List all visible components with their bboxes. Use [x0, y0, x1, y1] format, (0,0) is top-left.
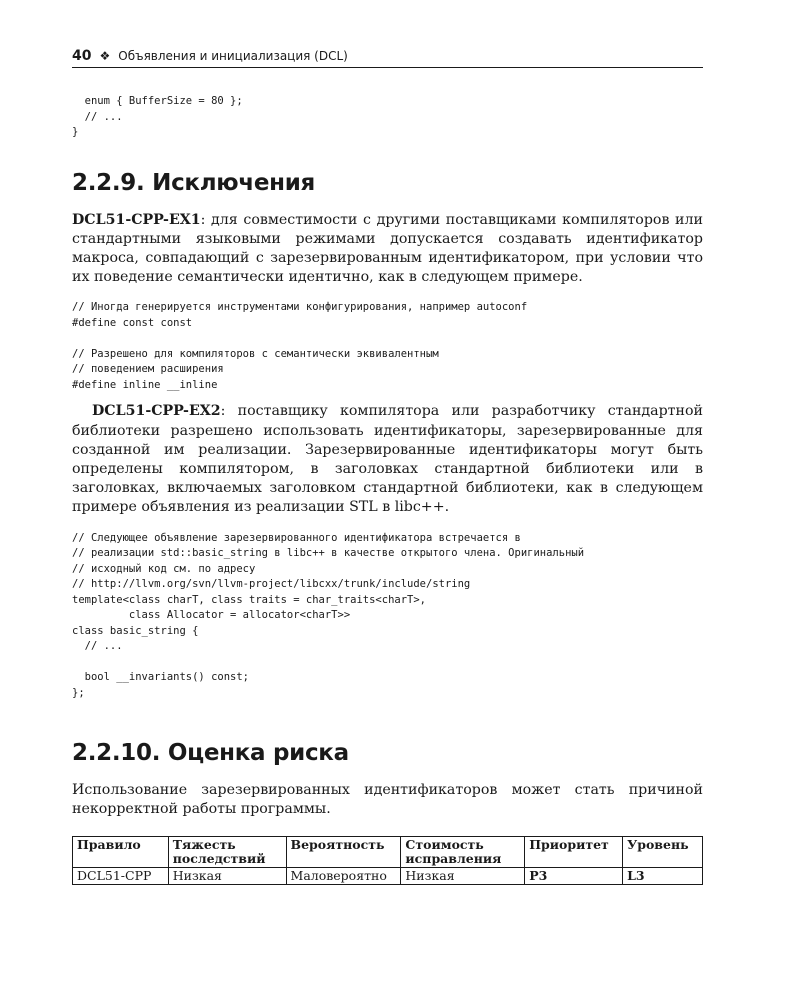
exception-1-text: : для совместимости с другими поставщиками компиляторов или стандартными языковыми режимами допускается создавать идентификатор макроса, совпадающий с зарезервированным идентификатором, при условии что их поведение семантически идентично, как в следующем примере. [72, 211, 703, 286]
risk-assessment-table [72, 836, 703, 885]
table-cell: L3 [623, 868, 703, 885]
diamond-ornament-icon: ❖ [99, 49, 111, 63]
page-number: 40 [72, 48, 92, 64]
table-header-cell: Стоимость исправления [401, 837, 525, 868]
table-cell: Низкая [168, 868, 286, 885]
table-row [73, 868, 703, 885]
risk-paragraph: Использование зарезервированных идентификаторов может стать причиной некорректной работы программы. [72, 782, 703, 818]
section-heading-risk: 2.2.10. Оценка риска [72, 740, 349, 767]
chapter-title: Объявления и инициализация (DCL) [118, 49, 348, 63]
table-header-row [73, 837, 703, 868]
section-heading-exceptions: 2.2.9. Исключения [72, 169, 315, 196]
table-header-cell: Правило [73, 837, 169, 868]
table-cell: Маловероятно [286, 868, 401, 885]
table-cell: Низкая [401, 868, 525, 885]
table-cell: P3 [525, 868, 623, 885]
exception-1-paragraph [72, 211, 703, 288]
code-block-top: enum { BufferSize = 80 }; // ... } [72, 95, 243, 138]
table-header-cell: Уровень [623, 837, 703, 868]
table-header-cell: Приоритет [525, 837, 623, 868]
exception-2-id: DCL51-CPP-EX2 [92, 403, 221, 420]
exception-2-paragraph [72, 402, 703, 517]
table-cell: DCL51-CPP [73, 868, 169, 885]
book-page [72, 48, 703, 885]
table-header-cell: Тяжесть последствий [168, 837, 286, 868]
exception-1-id: DCL51-CPP-EX1 [72, 211, 201, 228]
code-block-1: // Иногда генерируется инструментами конфигурирования, например autoconf #define const const // Разрешено для компиляторов с семантически эквивалентным // поведением расширения #define inline __inline [72, 301, 528, 391]
code-block-2: // Следующее объявление зарезервированного идентификатора встречается в // реализации std::basic_string в libc++ в качестве открытого члена. Оригинальный // исходный код см. по адресу // http://llvm.org/svn/llvm-project/libcxx/trunk/include/string template<class charT, class traits = char_traits<charT>, class Allocator = allocator<charT>> class basic_string { // ... bool __invariants() const; }; [72, 531, 585, 699]
table-header-cell: Вероятность [286, 837, 401, 868]
running-header [72, 48, 703, 68]
exception-2-text: : поставщику компилятора или разработчику стандартной библиотеки разрешено использовать идентификаторы, зарезервированные для созданной им реализации. Зарезервированные идентификаторы могут быть определены компилятором, в заголовках стандартной библиотеки или в заголовках, включаемых заголовком стандартной библиотеки, как в следующем примере объявления из реализации STL в libc++. [72, 403, 703, 516]
